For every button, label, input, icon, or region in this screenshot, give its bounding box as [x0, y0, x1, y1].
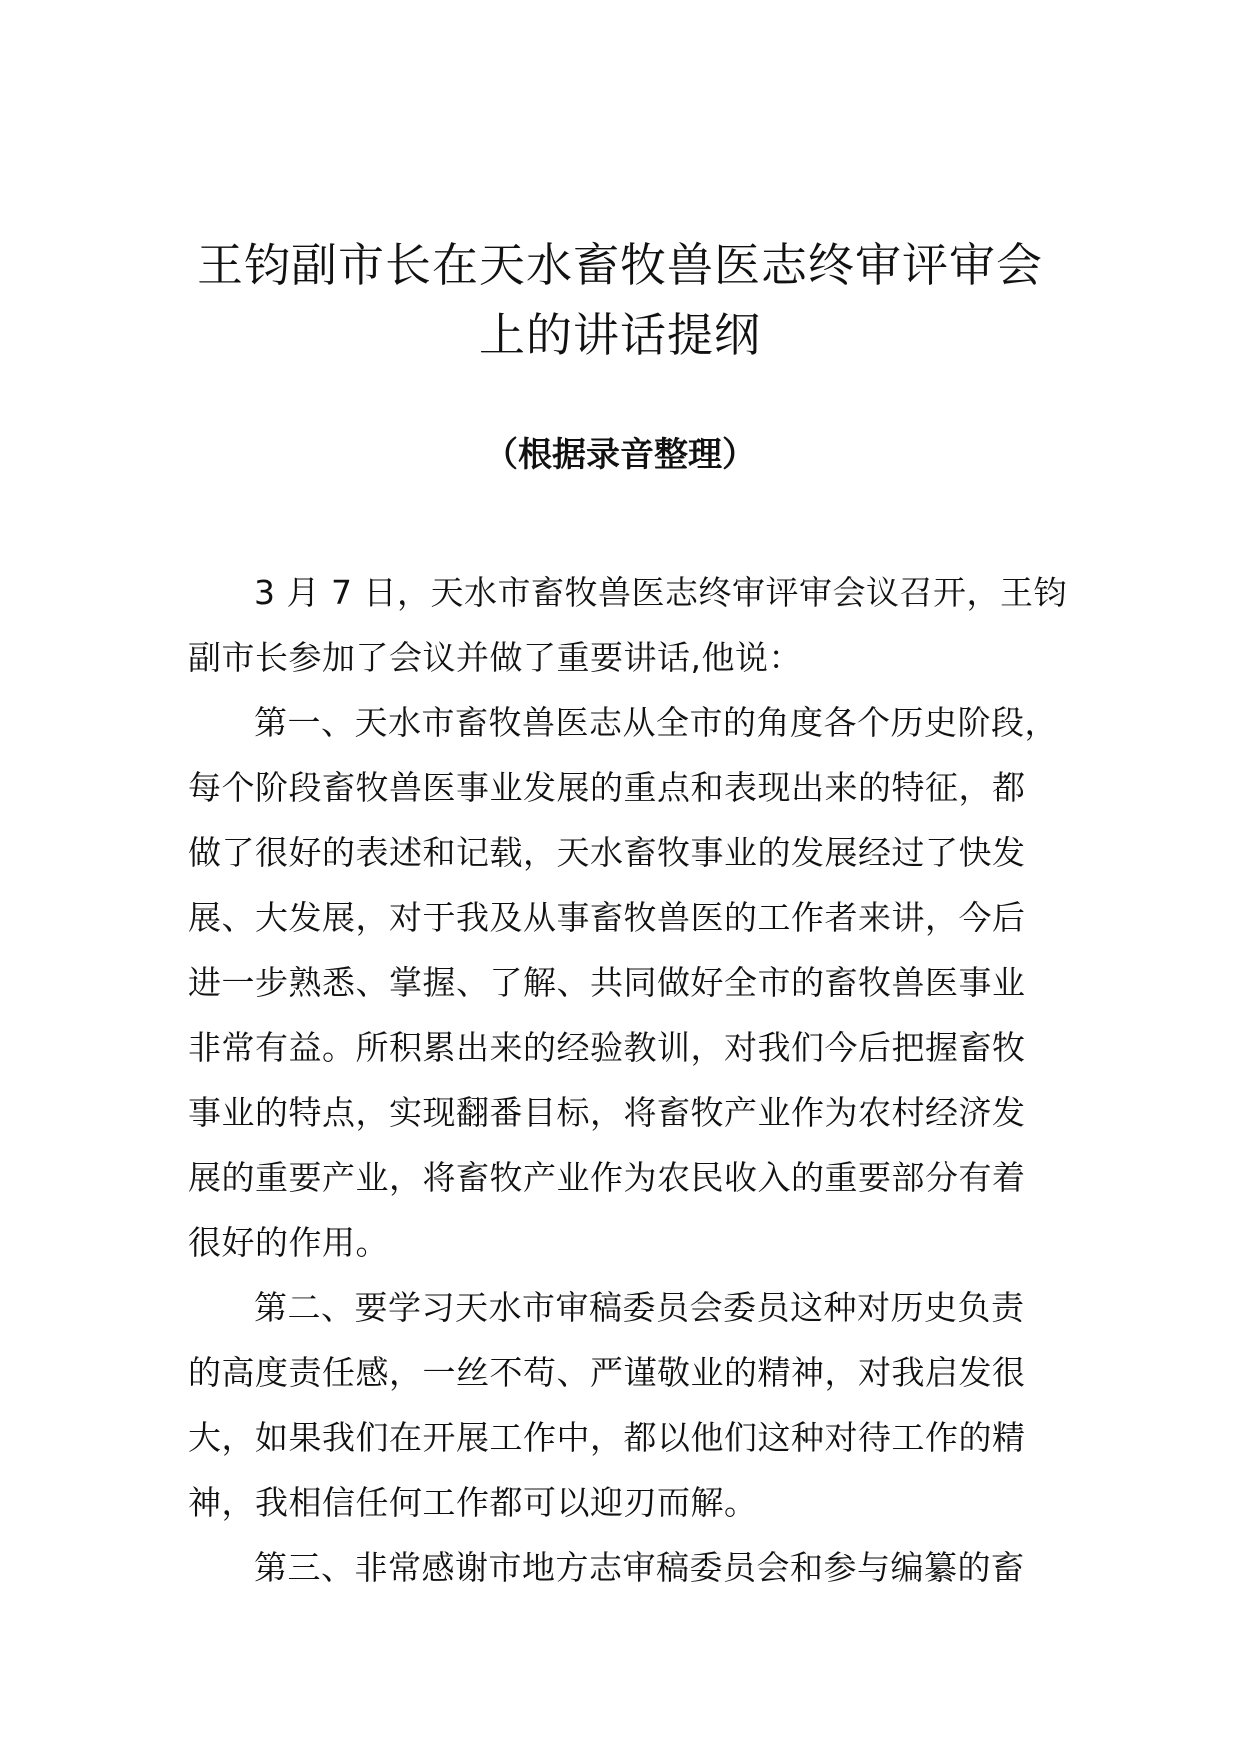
- paragraph-line: 做了很好的表述和记载，天水畜牧事业的发展经过了快发: [188, 833, 1026, 872]
- paragraph-line: 非常有益。所积累出来的经验教训，对我们今后把握畜牧: [188, 1028, 1026, 1067]
- paragraph-line: 副市长参加了会议并做了重要讲话,他说：: [188, 638, 802, 677]
- paragraph-line: 每个阶段畜牧兽医事业发展的重点和表现出来的特征，都: [188, 768, 1026, 807]
- document-body: [188, 560, 1068, 1600]
- paragraph-line: 进一步熟悉、掌握、了解、共同做好全市的畜牧兽医事业: [188, 963, 1026, 1002]
- title-line-1: 王钧副市长在天水畜牧兽医志终审评审会: [197, 238, 1043, 292]
- paragraph-line: 大，如果我们在开展工作中，都以他们这种对待工作的精: [188, 1418, 1026, 1457]
- paragraph-line: 很好的作用。: [188, 1223, 389, 1262]
- paragraph-line: 神，我相信任何工作都可以迎刃而解。: [188, 1483, 758, 1522]
- paragraph-line: 第三、非常感谢市地方志审稿委员会和参与编纂的畜: [254, 1548, 1025, 1587]
- paragraph-line: 展的重要产业，将畜牧产业作为农民收入的重要部分有着: [188, 1158, 1026, 1197]
- paragraph-line: 事业的特点，实现翻番目标，将畜牧产业作为农村经济发: [188, 1093, 1026, 1132]
- paragraph-line: 的高度责任感，一丝不苟、严谨敬业的精神，对我启发很: [188, 1353, 1026, 1392]
- paragraph-line: 3 月 7 日，天水市畜牧兽医志终审评审会议召开，王钧: [254, 573, 1067, 612]
- paragraph-line: 第二、要学习天水市审稿委员会委员这种对历史负责: [254, 1288, 1025, 1327]
- document-title: [160, 230, 1080, 370]
- document-subtitle: （根据录音整理）: [484, 435, 756, 475]
- paragraph-line: 展、大发展，对于我及从事畜牧兽医的工作者来讲，今后: [188, 898, 1026, 937]
- paragraph-line: 第一、天水市畜牧兽医志从全市的角度各个历史阶段，: [254, 703, 1058, 742]
- title-line-2: 上的讲话提纲: [479, 308, 761, 362]
